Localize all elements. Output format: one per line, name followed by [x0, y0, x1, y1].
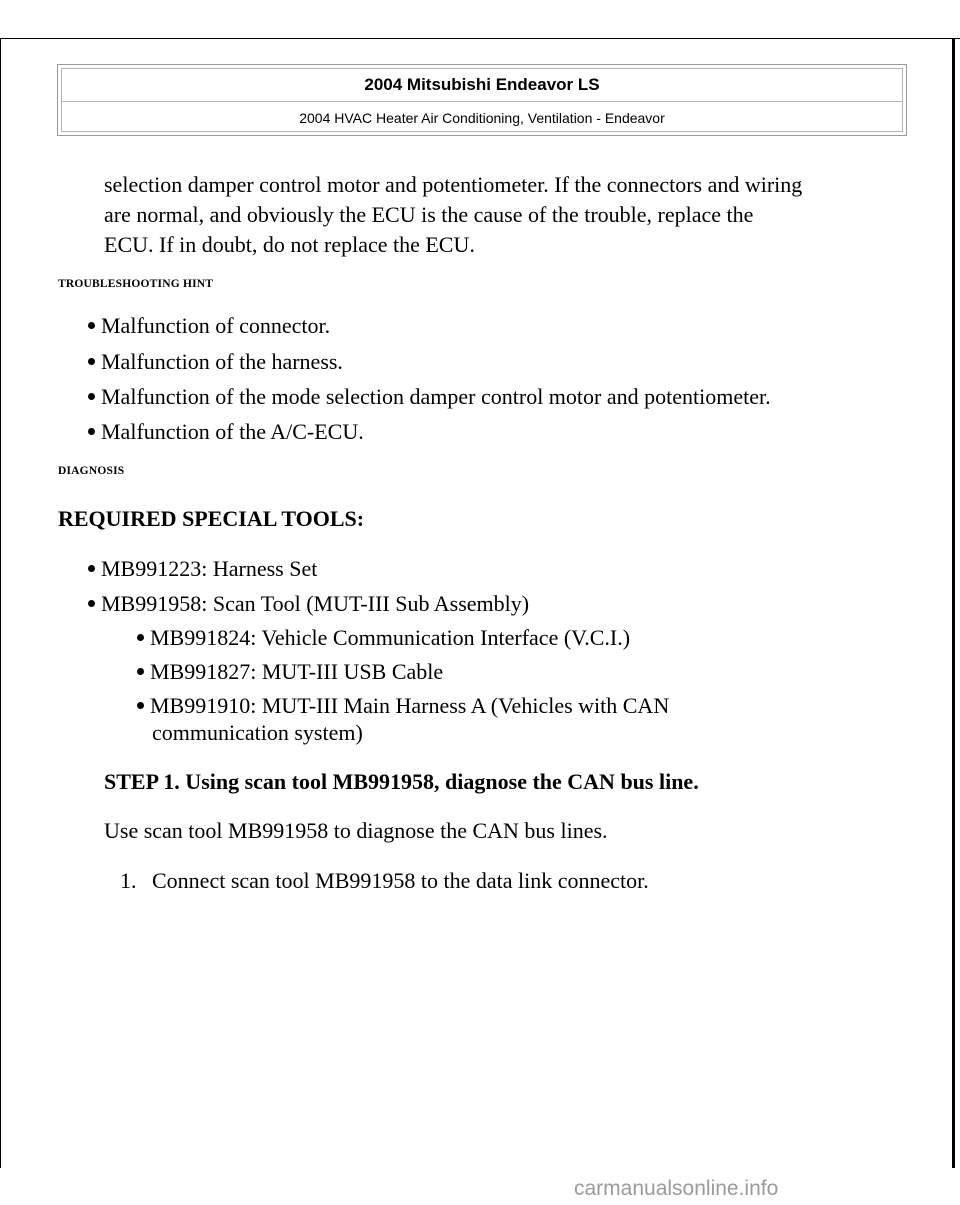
- vehicle-title: 2004 Mitsubishi Endeavor LS: [62, 69, 902, 102]
- intro-line-3: ECU. If in doubt, do not replace the ECU.: [104, 232, 475, 257]
- troubleshooting-heading: TROUBLESHOOTING HINT: [58, 278, 214, 290]
- bullet-icon: [137, 668, 144, 675]
- troubleshooting-item-text: Malfunction of the A/C-ECU.: [101, 419, 364, 444]
- intro-line-2: are normal, and obviously the ECU is the cause of the trouble, replace the: [104, 202, 754, 227]
- tool-item: [88, 591, 529, 617]
- document-header-inner: [61, 68, 903, 132]
- bullet-icon: [137, 702, 144, 709]
- page-border-top: [0, 38, 960, 39]
- bullet-icon: [88, 565, 95, 572]
- watermark: carmanualsonline.info: [574, 1177, 779, 1200]
- tool-item-text: MB991223: Harness Set: [101, 556, 318, 581]
- troubleshooting-item: [88, 313, 330, 339]
- troubleshooting-item: [88, 384, 771, 410]
- bullet-icon: [88, 428, 95, 435]
- tool-item: [88, 556, 317, 582]
- intro-line-1: selection damper control motor and potentiometer. If the connectors and wiring: [104, 172, 803, 197]
- subtool-item: [137, 693, 669, 719]
- bullet-icon: [88, 393, 95, 400]
- page-border-left: [0, 38, 1, 1168]
- subtool-item-text: MB991827: MUT-III USB Cable: [150, 659, 444, 684]
- tool-item-text: MB991958: Scan Tool (MUT-III Sub Assembly): [101, 591, 530, 616]
- subtool-item: [137, 625, 630, 651]
- troubleshooting-item-text: Malfunction of connector.: [101, 313, 331, 338]
- subtool-item-text: MB991824: Vehicle Communication Interface (V.C.I.): [150, 625, 631, 650]
- bullet-icon: [88, 358, 95, 365]
- subtool-item: [137, 659, 443, 685]
- bullet-icon: [88, 600, 95, 607]
- page-border-right: [952, 38, 955, 1168]
- subtool-item-continuation: communication system): [152, 720, 363, 745]
- document-header: [57, 64, 907, 136]
- bullet-icon: [88, 322, 95, 329]
- diagnosis-heading: DIAGNOSIS: [58, 465, 125, 477]
- ordered-list-text: Connect scan tool MB991958 to the data link connector.: [152, 868, 649, 893]
- step-description: Use scan tool MB991958 to diagnose the CAN bus lines.: [104, 818, 608, 843]
- troubleshooting-item: [88, 349, 343, 375]
- bullet-icon: [137, 634, 144, 641]
- section-title: 2004 HVAC Heater Air Conditioning, Ventilation - Endeavor: [299, 110, 665, 126]
- ordered-list-number: 1.: [120, 868, 137, 893]
- tools-heading: REQUIRED SPECIAL TOOLS:: [58, 506, 365, 531]
- step-title: STEP 1. Using scan tool MB991958, diagnose the CAN bus line.: [104, 769, 699, 794]
- troubleshooting-item: [88, 419, 364, 445]
- troubleshooting-item-text: Malfunction of the harness.: [101, 349, 343, 374]
- subtool-item-text: MB991910: MUT-III Main Harness A (Vehicles with CAN: [150, 693, 670, 718]
- troubleshooting-item-text: Malfunction of the mode selection damper control motor and potentiometer.: [101, 384, 771, 409]
